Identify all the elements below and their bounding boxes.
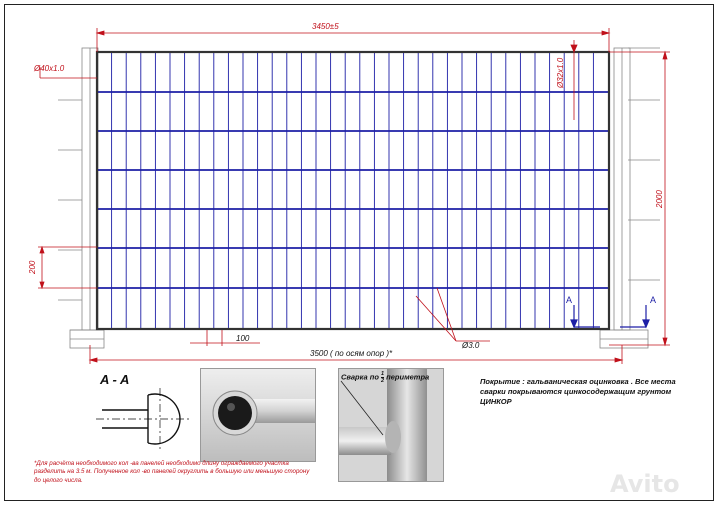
photo-weld-joint	[338, 368, 444, 482]
wire-diameter-label: Ø3.0	[462, 341, 480, 350]
weld-fraction-num: 1	[381, 371, 385, 377]
coating-note	[480, 377, 700, 407]
overall-width-label: 3450±5	[312, 22, 339, 31]
section-a-a-sketch	[96, 388, 190, 450]
support-axis-label: 3500 ( по осям опор )*	[310, 349, 393, 358]
dimension-lines	[38, 28, 670, 364]
footnote	[34, 460, 324, 485]
weld-fraction	[381, 371, 384, 384]
coating-note-line-3: ЦИНКОР	[480, 397, 512, 406]
section-marker-right: A	[650, 295, 657, 305]
wire-mesh	[97, 52, 609, 329]
watermark-logo: Avito	[610, 470, 680, 498]
weld-label	[341, 371, 429, 384]
mesh-vertical-spacing-label: 200	[28, 260, 37, 274]
footnote-line-1: *Для расчёта необходимого кол -ва панелей необходимо длину ограждаемого участка	[34, 460, 289, 467]
left-stand	[70, 48, 104, 348]
photo-pipe-joint	[200, 368, 316, 462]
footnote-line-3: до целого числа.	[34, 476, 83, 484]
left-stand-extras	[58, 100, 82, 300]
footnote-line-2: разделить на 3.5 м. Полученное кол -во панелей округлить в большую или меньшую сторону	[34, 468, 310, 476]
height-label: 2000	[655, 190, 664, 208]
weld-label-end: периметра	[386, 372, 430, 382]
mesh-horizontal-spacing-label: 100	[236, 334, 250, 343]
coating-note-line-2: сварки покрываются цинкосодержащим грунтом	[480, 387, 672, 396]
coating-note-line-1: Покрытие : гальваническая оцинковка . Все места	[480, 377, 676, 386]
section-marker-left: A	[566, 295, 573, 305]
weld-fraction-den: 2	[381, 378, 385, 384]
pipe-vertical-label: Ø32x1.0	[556, 57, 565, 88]
pipe-frame-label: Ø40x1.0	[34, 64, 65, 73]
section-title: A - A	[100, 372, 130, 387]
weld-label-text: Сварка по	[341, 372, 379, 382]
